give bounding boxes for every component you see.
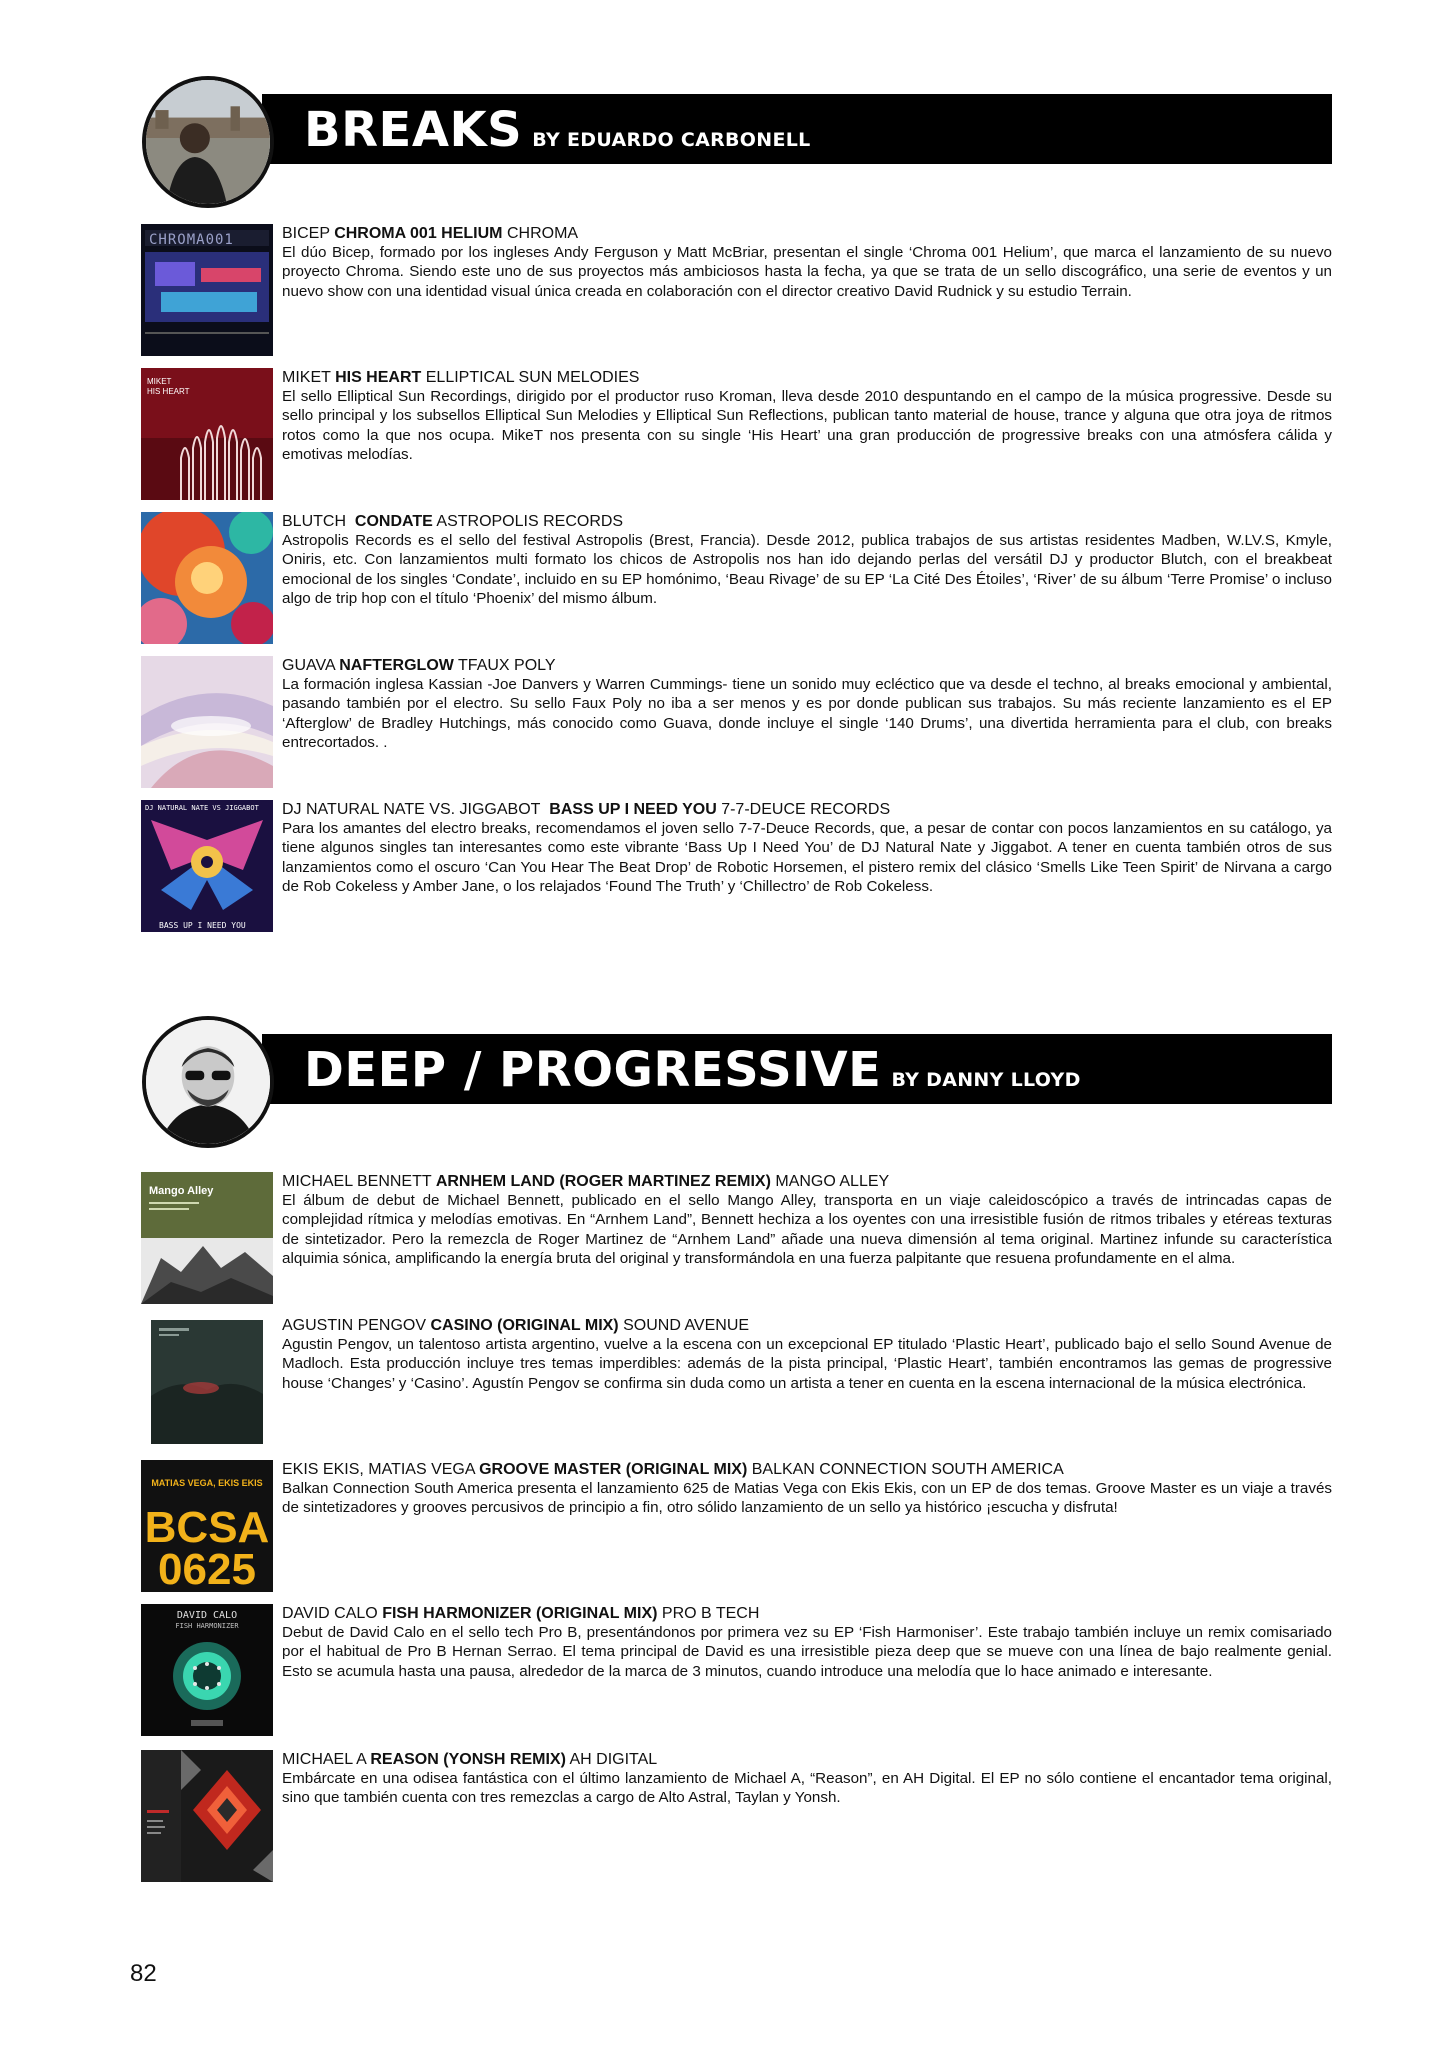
album-cover: [141, 1172, 273, 1304]
cover-text: FISH HARMONIZER: [175, 1622, 239, 1630]
album-cover: [141, 1460, 273, 1592]
svg-text:CHROMA001: CHROMA001: [149, 232, 234, 248]
cover-text: HIS HEART: [147, 387, 190, 396]
review-entry: [141, 224, 1331, 356]
entry-body: Embárcate en una odisea fantástica con el último lanzamiento de Michael A, “Reason”, en AH Digital. El EP no sólo contiene el encantador tema original, sino que también cuenta con tres remezclas a cargo de Alto Astral, Taylan y Yonsh.: [282, 1770, 1332, 1807]
review-entry: [141, 1604, 1331, 1736]
entry-title: DJ NATURAL NATE VS. JIGGABOT BASS UP I NEED YOU 7-7-DEUCE RECORDS: [282, 801, 891, 818]
cover-text: DAVID CALO: [176, 1610, 238, 1621]
cover-text: MATIAS VEGA, EKIS EKIS: [151, 1478, 263, 1488]
review-entry: [141, 1460, 1331, 1592]
section-title: BREAKS BY EDUARDO CARBONELL: [304, 102, 811, 158]
cover-text: BASS UP I NEED YOU: [159, 921, 246, 930]
album-cover: [141, 656, 273, 788]
review-entry: [141, 1316, 1331, 1448]
entry-body: La formación inglesa Kassian -Joe Danvers y Warren Cummings- tiene un sonido muy ecléctico que va desde el techno, al breaks emocional y ambiental, pasando también por el electro. Su sello Faux Poly no iba a ser menos y es por donde publican sus trabajos. Su más reciente lanzamiento es el EP ‘Afterglow’ de Bradley Hutchings, más conocido como Guava, donde incluye el single ‘140 Drums’, una divertida herramienta para el club, con breaks entrecortados. .: [282, 676, 1332, 751]
album-cover: [141, 1604, 273, 1736]
entry-body: Para los amantes del electro breaks, recomendamos el joven sello 7-7-Deuce Records, que, a pesar de contar con pocos lanzamientos en su catálogo, ya tiene algunos singles tan interesantes como este vibrante ‘Bass Up I Need You’ de DJ Natural Nate y Jiggabot. A tener en cuenta también otros de sus lanzamientos como el oscuro ‘Can You Hear The Beat Drop’ de Robotic Horsemen, el pistero remix del clásico ‘Smells Like Teen Spirit’ de Nirvana a cargo de Rob Cokeless y Amber Jane, o los relajados ‘Found The Truth’ y ‘Chillectro’ de Rob Cokeless.: [282, 820, 1332, 895]
section-byline: BY DANNY LLOYD: [891, 1069, 1081, 1091]
section-header-deep-progressive: [142, 1016, 1332, 1148]
cover-text: MIKET: [147, 377, 172, 386]
entry-title: AGUSTIN PENGOV CASINO (ORIGINAL MIX) SOUND AVENUE: [282, 1317, 750, 1334]
album-cover: [141, 1316, 273, 1448]
entry-title: MICHAEL A REASON (YONSH REMIX) AH DIGITAL: [282, 1751, 658, 1768]
author-avatar: [142, 76, 274, 208]
album-cover: [141, 224, 273, 356]
entry-title: EKIS EKIS, MATIAS VEGA GROOVE MASTER (ORIGINAL MIX) BALKAN CONNECTION SOUTH AMERICA: [282, 1461, 1064, 1478]
author-avatar: [142, 1016, 274, 1148]
review-entry: [141, 800, 1331, 932]
entry-body: El sello Elliptical Sun Recordings, dirigido por el productor ruso Kroman, lleva desde 2010 despuntando en el campo de la música progressive. Desde su sello principal y los subsellos Elliptical Sun Melodies y Elliptical Sun Reflections, publican tanto material de house, trance y alguna que otra joya de ritmos rotos como la que nos ocupa. MikeT nos presenta con su single ‘His Heart’ una gran producción de progressive breaks con una atmósfera cálida y emotivas melodías.: [282, 388, 1332, 463]
section-header-breaks: [142, 76, 1332, 208]
album-cover: [141, 800, 273, 932]
review-entry: [141, 512, 1331, 644]
entry-body: Balkan Connection South America presenta el lanzamiento 625 de Matias Vega con Ekis Ekis, con un EP de dos temas. Groove Master es un viaje a través de sintetizadores y grooves percusivos de principio a fin, otro sólido lanzamiento de un sello ya histórico ¡escucha y disfruta!: [282, 1480, 1332, 1517]
entry-title: MICHAEL BENNETT ARNHEM LAND (ROGER MARTINEZ REMIX) MANGO ALLEY: [282, 1173, 890, 1190]
entry-title: BLUTCH CONDATE ASTROPOLIS RECORDS: [282, 513, 624, 530]
entry-title: GUAVA NAFTERGLOW TFAUX POLY: [282, 657, 556, 674]
review-entry: [141, 1172, 1331, 1304]
entry-body: Debut de David Calo en el sello tech Pro B, presentándonos por primera vez su EP ‘Fish Harmoniser’. Este trabajo también incluye un remix comisariado por el habitual de Pro B Hernan Serrao. El tema principal de David es una irresistible pieza deep que se mueve con una línea de bajo realmente genial. Esto se acumula hasta una pausa, alrededor de la marca de 3 minutos, cuando introduce una melodía que lo hace animado e interesante.: [282, 1624, 1332, 1680]
album-cover: [141, 368, 273, 500]
cover-text: Mango Alley: [149, 1185, 214, 1197]
entry-title: BICEP CHROMA 001 HELIUM CHROMA: [282, 225, 579, 242]
section-title: DEEP / PROGRESSIVE BY DANNY LLOYD: [304, 1042, 1081, 1098]
album-cover: [141, 512, 273, 644]
entry-body: Agustin Pengov, un talentoso artista argentino, vuelve a la escena con un excepcional EP titulado ‘Plastic Heart’, publicado bajo el sello Sound Avenue de Madloch. Esta producción incluye tres temas imperdibles: además de la pista principal, ‘Plastic Heart’, también encontramos las gemas de progressive house ‘Changes’ y ‘Casino’. Agustín Pengov se confirma sin duda como un artista a tener en cuenta en la escena internacional de la música electrónica.: [282, 1336, 1332, 1392]
review-entry: [141, 656, 1331, 788]
section-byline: BY EDUARDO CARBONELL: [532, 129, 811, 151]
entry-title: DAVID CALO FISH HARMONIZER (ORIGINAL MIX) PRO B TECH: [282, 1605, 760, 1622]
entry-body: El álbum de debut de Michael Bennett, publicado en el sello Mango Alley, transporta en un viaje caleidoscópico a través de intrincadas capas de complejidad rítmica y melodías emotivas. En “Arnhem Land”, Bennett hechiza a los oyentes con una irresistible fusión de ritmos tribales y etéreas texturas de sintetizador. Pero la remezcla de Roger Martinez de “Arnhem Land” añade una nueva dimensión al tema original. Martinez infunde su característica alquimia sónica, amplificando la energía bruta del original y transformándola en una fuerza palpitante que resuena profundamente en el alma.: [282, 1192, 1332, 1267]
cover-text: DJ NATURAL NATE VS JIGGABOT: [145, 804, 259, 812]
entry-body: Astropolis Records es el sello del festival Astropolis (Brest, Francia). Desde 2012, publica trabajos de sus artistas residentes Madben, W.LV.S, Kmyle, Oniris, etc. Con lanzamientos multi formato los chicos de Astropolis nos han ido dejando perlas del versátil DJ y productor Blutch, con el breakbeat emocional de los singles ‘Condate’, incluido en su EP homónimo, ‘Beau Rivage’ de su EP ‘La Cité Des Étoiles’, ‘River’ de su álbum ‘Terre Promise’ o incluso algo de trip hop con el título ‘Phoenix’ del mismo álbum.: [282, 532, 1332, 607]
review-entry: [141, 1750, 1331, 1882]
entry-title: MIKET HIS HEART ELLIPTICAL SUN MELODIES: [282, 369, 640, 386]
page-number: 82: [130, 1960, 157, 1987]
cover-text: BCSA: [144, 1503, 270, 1552]
album-cover: [141, 1750, 273, 1882]
entry-body: El dúo Bicep, formado por los ingleses Andy Ferguson y Matt McBriar, presentan el single ‘Chroma 001 Helium’, que marca el lanzamiento de su nuevo proyecto Chroma. Siendo este uno de sus proyectos más ambiciosos hasta la fecha, ya que se trata de un sello discográfico, una serie de eventos y un nuevo show con una identidad visual única creada en colaboración con el director creativo David Rudnick y su estudio Terrain.: [282, 244, 1332, 300]
review-entry: [141, 368, 1331, 500]
cover-text: 0625: [158, 1545, 256, 1592]
